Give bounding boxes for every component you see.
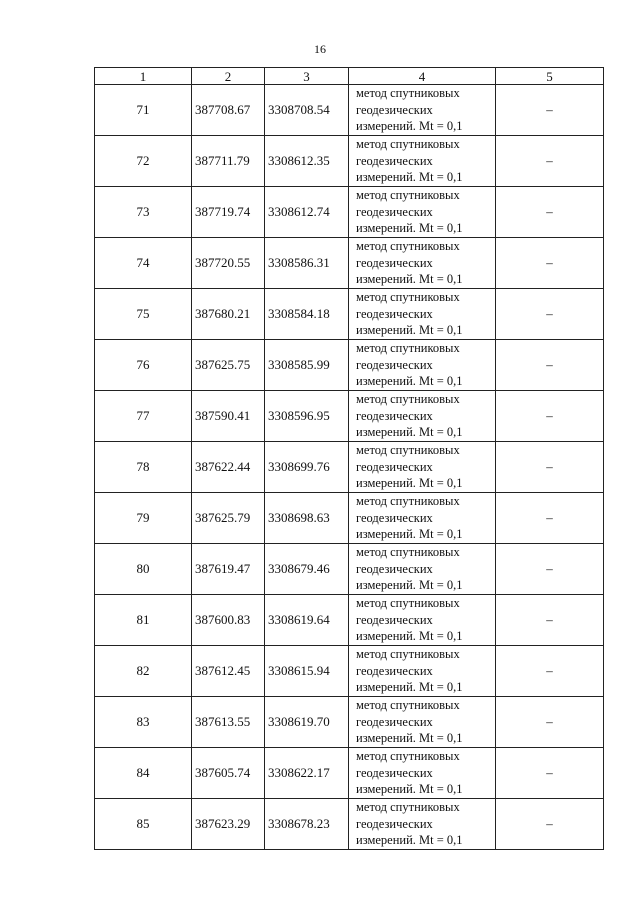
- note-cell: –: [496, 85, 604, 136]
- y-coordinate-cell: 3308596.95: [265, 391, 349, 442]
- x-coordinate-cell: 387720.55: [192, 238, 265, 289]
- table-body: [95, 85, 604, 850]
- y-coordinate-cell: 3308612.74: [265, 187, 349, 238]
- y-coordinate-cell: 3308678.23: [265, 799, 349, 850]
- note-cell: –: [496, 238, 604, 289]
- method-cell: метод спутниковых геодезических измерений. Mt = 0,1: [349, 697, 496, 748]
- point-number-cell: 71: [95, 85, 192, 136]
- point-number-cell: 85: [95, 799, 192, 850]
- x-coordinate-cell: 387619.47: [192, 544, 265, 595]
- x-coordinate-cell: 387711.79: [192, 136, 265, 187]
- note-cell: –: [496, 748, 604, 799]
- table-row: [95, 238, 604, 289]
- note-cell: –: [496, 544, 604, 595]
- y-coordinate-cell: 3308622.17: [265, 748, 349, 799]
- note-cell: –: [496, 340, 604, 391]
- column-header-4: 4: [349, 68, 496, 85]
- note-cell: –: [496, 646, 604, 697]
- note-cell: –: [496, 595, 604, 646]
- method-cell: метод спутниковых геодезических измерений. Mt = 0,1: [349, 799, 496, 850]
- point-number-cell: 84: [95, 748, 192, 799]
- x-coordinate-cell: 387612.45: [192, 646, 265, 697]
- point-number-cell: 80: [95, 544, 192, 595]
- x-coordinate-cell: 387622.44: [192, 442, 265, 493]
- y-coordinate-cell: 3308679.46: [265, 544, 349, 595]
- y-coordinate-cell: 3308585.99: [265, 340, 349, 391]
- table-header-row: [95, 68, 604, 85]
- x-coordinate-cell: 387625.79: [192, 493, 265, 544]
- table-row: [95, 340, 604, 391]
- note-cell: –: [496, 697, 604, 748]
- table-row: [95, 748, 604, 799]
- table-row: [95, 85, 604, 136]
- x-coordinate-cell: 387680.21: [192, 289, 265, 340]
- method-cell: метод спутниковых геодезических измерений. Mt = 0,1: [349, 136, 496, 187]
- point-number-cell: 82: [95, 646, 192, 697]
- y-coordinate-cell: 3308619.70: [265, 697, 349, 748]
- y-coordinate-cell: 3308584.18: [265, 289, 349, 340]
- method-cell: метод спутниковых геодезических измерений. Mt = 0,1: [349, 493, 496, 544]
- table-row: [95, 646, 604, 697]
- point-number-cell: 83: [95, 697, 192, 748]
- x-coordinate-cell: 387613.55: [192, 697, 265, 748]
- method-cell: метод спутниковых геодезических измерений. Mt = 0,1: [349, 289, 496, 340]
- table-row: [95, 544, 604, 595]
- method-cell: метод спутниковых геодезических измерений. Mt = 0,1: [349, 442, 496, 493]
- point-number-cell: 72: [95, 136, 192, 187]
- y-coordinate-cell: 3308615.94: [265, 646, 349, 697]
- point-number-cell: 77: [95, 391, 192, 442]
- y-coordinate-cell: 3308619.64: [265, 595, 349, 646]
- page-number: 16: [314, 42, 326, 56]
- method-cell: метод спутниковых геодезических измерений. Mt = 0,1: [349, 748, 496, 799]
- note-cell: –: [496, 799, 604, 850]
- x-coordinate-cell: 387590.41: [192, 391, 265, 442]
- column-header-2: 2: [192, 68, 265, 85]
- note-cell: –: [496, 442, 604, 493]
- column-header-1: 1: [95, 68, 192, 85]
- method-cell: метод спутниковых геодезических измерений. Mt = 0,1: [349, 85, 496, 136]
- y-coordinate-cell: 3308612.35: [265, 136, 349, 187]
- x-coordinate-cell: 387605.74: [192, 748, 265, 799]
- table-row: [95, 136, 604, 187]
- note-cell: –: [496, 391, 604, 442]
- method-cell: метод спутниковых геодезических измерений. Mt = 0,1: [349, 595, 496, 646]
- point-number-cell: 75: [95, 289, 192, 340]
- point-number-cell: 74: [95, 238, 192, 289]
- method-cell: метод спутниковых геодезических измерений. Mt = 0,1: [349, 391, 496, 442]
- table-row: [95, 289, 604, 340]
- point-number-cell: 79: [95, 493, 192, 544]
- y-coordinate-cell: 3308699.76: [265, 442, 349, 493]
- point-number-cell: 78: [95, 442, 192, 493]
- note-cell: –: [496, 187, 604, 238]
- coordinates-table: [94, 67, 604, 850]
- x-coordinate-cell: 387719.74: [192, 187, 265, 238]
- x-coordinate-cell: 387708.67: [192, 85, 265, 136]
- note-cell: –: [496, 289, 604, 340]
- column-header-5: 5: [496, 68, 604, 85]
- column-header-3: 3: [265, 68, 349, 85]
- note-cell: –: [496, 493, 604, 544]
- point-number-cell: 76: [95, 340, 192, 391]
- method-cell: метод спутниковых геодезических измерений. Mt = 0,1: [349, 544, 496, 595]
- x-coordinate-cell: 387623.29: [192, 799, 265, 850]
- point-number-cell: 73: [95, 187, 192, 238]
- method-cell: метод спутниковых геодезических измерений. Mt = 0,1: [349, 187, 496, 238]
- y-coordinate-cell: 3308708.54: [265, 85, 349, 136]
- table-row: [95, 442, 604, 493]
- point-number-cell: 81: [95, 595, 192, 646]
- table-row: [95, 697, 604, 748]
- y-coordinate-cell: 3308586.31: [265, 238, 349, 289]
- method-cell: метод спутниковых геодезических измерений. Mt = 0,1: [349, 340, 496, 391]
- x-coordinate-cell: 387600.83: [192, 595, 265, 646]
- table-row: [95, 391, 604, 442]
- note-cell: –: [496, 136, 604, 187]
- y-coordinate-cell: 3308698.63: [265, 493, 349, 544]
- table-row: [95, 799, 604, 850]
- table-row: [95, 595, 604, 646]
- method-cell: метод спутниковых геодезических измерений. Mt = 0,1: [349, 238, 496, 289]
- method-cell: метод спутниковых геодезических измерений. Mt = 0,1: [349, 646, 496, 697]
- table-row: [95, 493, 604, 544]
- x-coordinate-cell: 387625.75: [192, 340, 265, 391]
- table-row: [95, 187, 604, 238]
